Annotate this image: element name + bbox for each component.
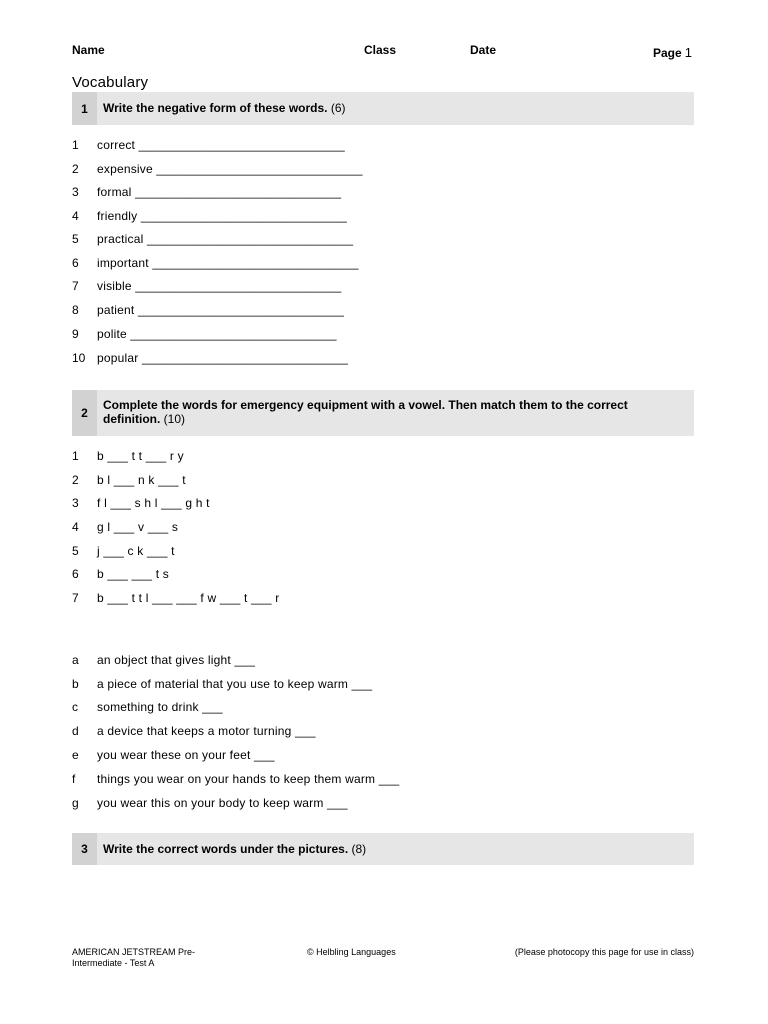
exercise-3-points: (8) [351,842,367,856]
ex2-definition [72,676,372,692]
footer-publication-line1: AMERICAN JETSTREAM Pre- [72,947,196,957]
exercise-1-instruction-wrap [103,101,346,115]
exercise-3-header [72,833,694,865]
class-label: Class [364,43,397,57]
ex2-word-number: 7 [72,591,79,605]
ex1-item [72,326,337,342]
ex1-item-number: 2 [72,162,79,176]
ex2-word-number: 4 [72,520,79,534]
ex1-item-number: 8 [72,303,79,317]
ex2-word-text: g l ___ v ___ s [97,520,179,534]
ex1-item-text: formal ______________________________ [97,185,342,199]
ex2-word-text: b ___ ___ t s [97,567,169,581]
ex1-item-number: 10 [72,351,86,365]
ex2-word-text: j ___ c k ___ t [97,544,175,558]
ex1-item [72,255,359,271]
ex2-word [72,448,184,464]
ex2-definition-text: a piece of material that you use to keep warm ___ [97,677,373,691]
ex1-item [72,161,363,177]
ex1-item-text: visible ______________________________ [97,279,342,293]
ex2-definition-letter: d [72,724,79,738]
page-indicator [653,45,692,60]
exercise-3-instruction-wrap [103,842,366,856]
ex2-definition-letter: e [72,748,79,762]
exercise-2-points: (10) [163,412,186,426]
ex2-word-number: 6 [72,567,79,581]
ex1-item-text: practical ______________________________ [97,232,354,246]
ex2-word [72,519,178,535]
ex2-word-text: f l ___ s h l ___ g h t [97,496,210,510]
ex2-definition [72,747,275,763]
exercise-2-header [72,390,694,436]
page-number: 1 [684,45,692,60]
ex2-word-text: b ___ t t ___ r y [97,449,184,463]
ex2-definition [72,795,348,811]
ex2-word-text: b l ___ n k ___ t [97,473,186,487]
ex2-definition [72,771,399,787]
ex1-item [72,278,342,294]
footer-publication [72,947,195,969]
ex2-word [72,590,279,606]
ex2-word-text: b ___ t t l ___ ___ f w ___ t ___ r [97,591,280,605]
ex2-word [72,566,169,582]
exercise-3-number: 3 [72,833,97,865]
exercise-2-instruction-line2: definition. [103,412,161,426]
section-title: Vocabulary [72,74,149,91]
ex1-item-text: patient ______________________________ [97,303,345,317]
exercise-3-instruction: Write the correct words under the pictures. [103,842,349,856]
ex1-item [72,208,347,224]
ex1-item-text: correct ______________________________ [97,138,345,152]
footer-photocopy-note: (Please photocopy this page for use in class) [514,947,694,957]
date-label: Date [470,43,497,57]
ex2-definition-text: something to drink ___ [97,700,223,714]
ex1-item-number: 6 [72,256,79,270]
ex2-definition-letter: c [72,700,78,714]
ex2-definition [72,723,316,739]
ex1-item-number: 7 [72,279,79,293]
ex2-definition-text: you wear these on your feet ___ [97,748,275,762]
exercise-1-points: (6) [330,101,346,115]
ex2-word [72,495,210,511]
ex2-definition-letter: f [72,772,76,786]
ex1-item-text: expensive ______________________________ [97,162,363,176]
ex1-item-text: popular ______________________________ [97,351,349,365]
ex1-item [72,302,344,318]
ex2-word-number: 5 [72,544,79,558]
page-label: Page [653,46,682,60]
name-label: Name [72,43,105,57]
ex2-word-number: 3 [72,496,79,510]
ex1-item-text: important ______________________________ [97,256,359,270]
exercise-2-instruction-wrap [103,398,628,426]
footer-copyright: © Helbling Languages [307,947,396,957]
ex2-definition-text: things you wear on your hands to keep them warm ___ [97,772,400,786]
exercise-1-number: 1 [72,92,97,125]
ex1-item [72,350,348,366]
ex2-definition [72,699,223,715]
footer-publication-line2: Intermediate - Test A [72,958,155,968]
ex2-definition-text: a device that keeps a motor turning ___ [97,724,316,738]
ex1-item-number: 9 [72,327,79,341]
ex2-definition-text: you wear this on your body to keep warm ___ [97,796,348,810]
ex1-item [72,137,345,153]
exercise-2-instruction-line1: Complete the words for emergency equipment with a vowel. Then match them to the correct [103,398,628,412]
ex2-definition [72,652,255,668]
exercise-1-instruction: Write the negative form of these words. [103,101,328,115]
ex1-item-number: 3 [72,185,79,199]
ex1-item-number: 5 [72,232,79,246]
exercise-2-number: 2 [72,390,97,436]
ex1-item [72,231,353,247]
ex2-word [72,472,186,488]
ex2-word-number: 2 [72,473,79,487]
ex2-word [72,543,175,559]
ex2-word-number: 1 [72,449,79,463]
ex2-definition-letter: g [72,796,79,810]
ex2-definition-letter: a [72,653,79,667]
ex2-definition-letter: b [72,677,79,691]
ex1-item-text: friendly ______________________________ [97,209,348,223]
ex1-item-number: 1 [72,138,79,152]
ex1-item-number: 4 [72,209,79,223]
ex1-item [72,184,341,200]
ex2-definition-text: an object that gives light ___ [97,653,256,667]
ex1-item-text: polite ______________________________ [97,327,337,341]
exercise-1-header [72,92,694,125]
